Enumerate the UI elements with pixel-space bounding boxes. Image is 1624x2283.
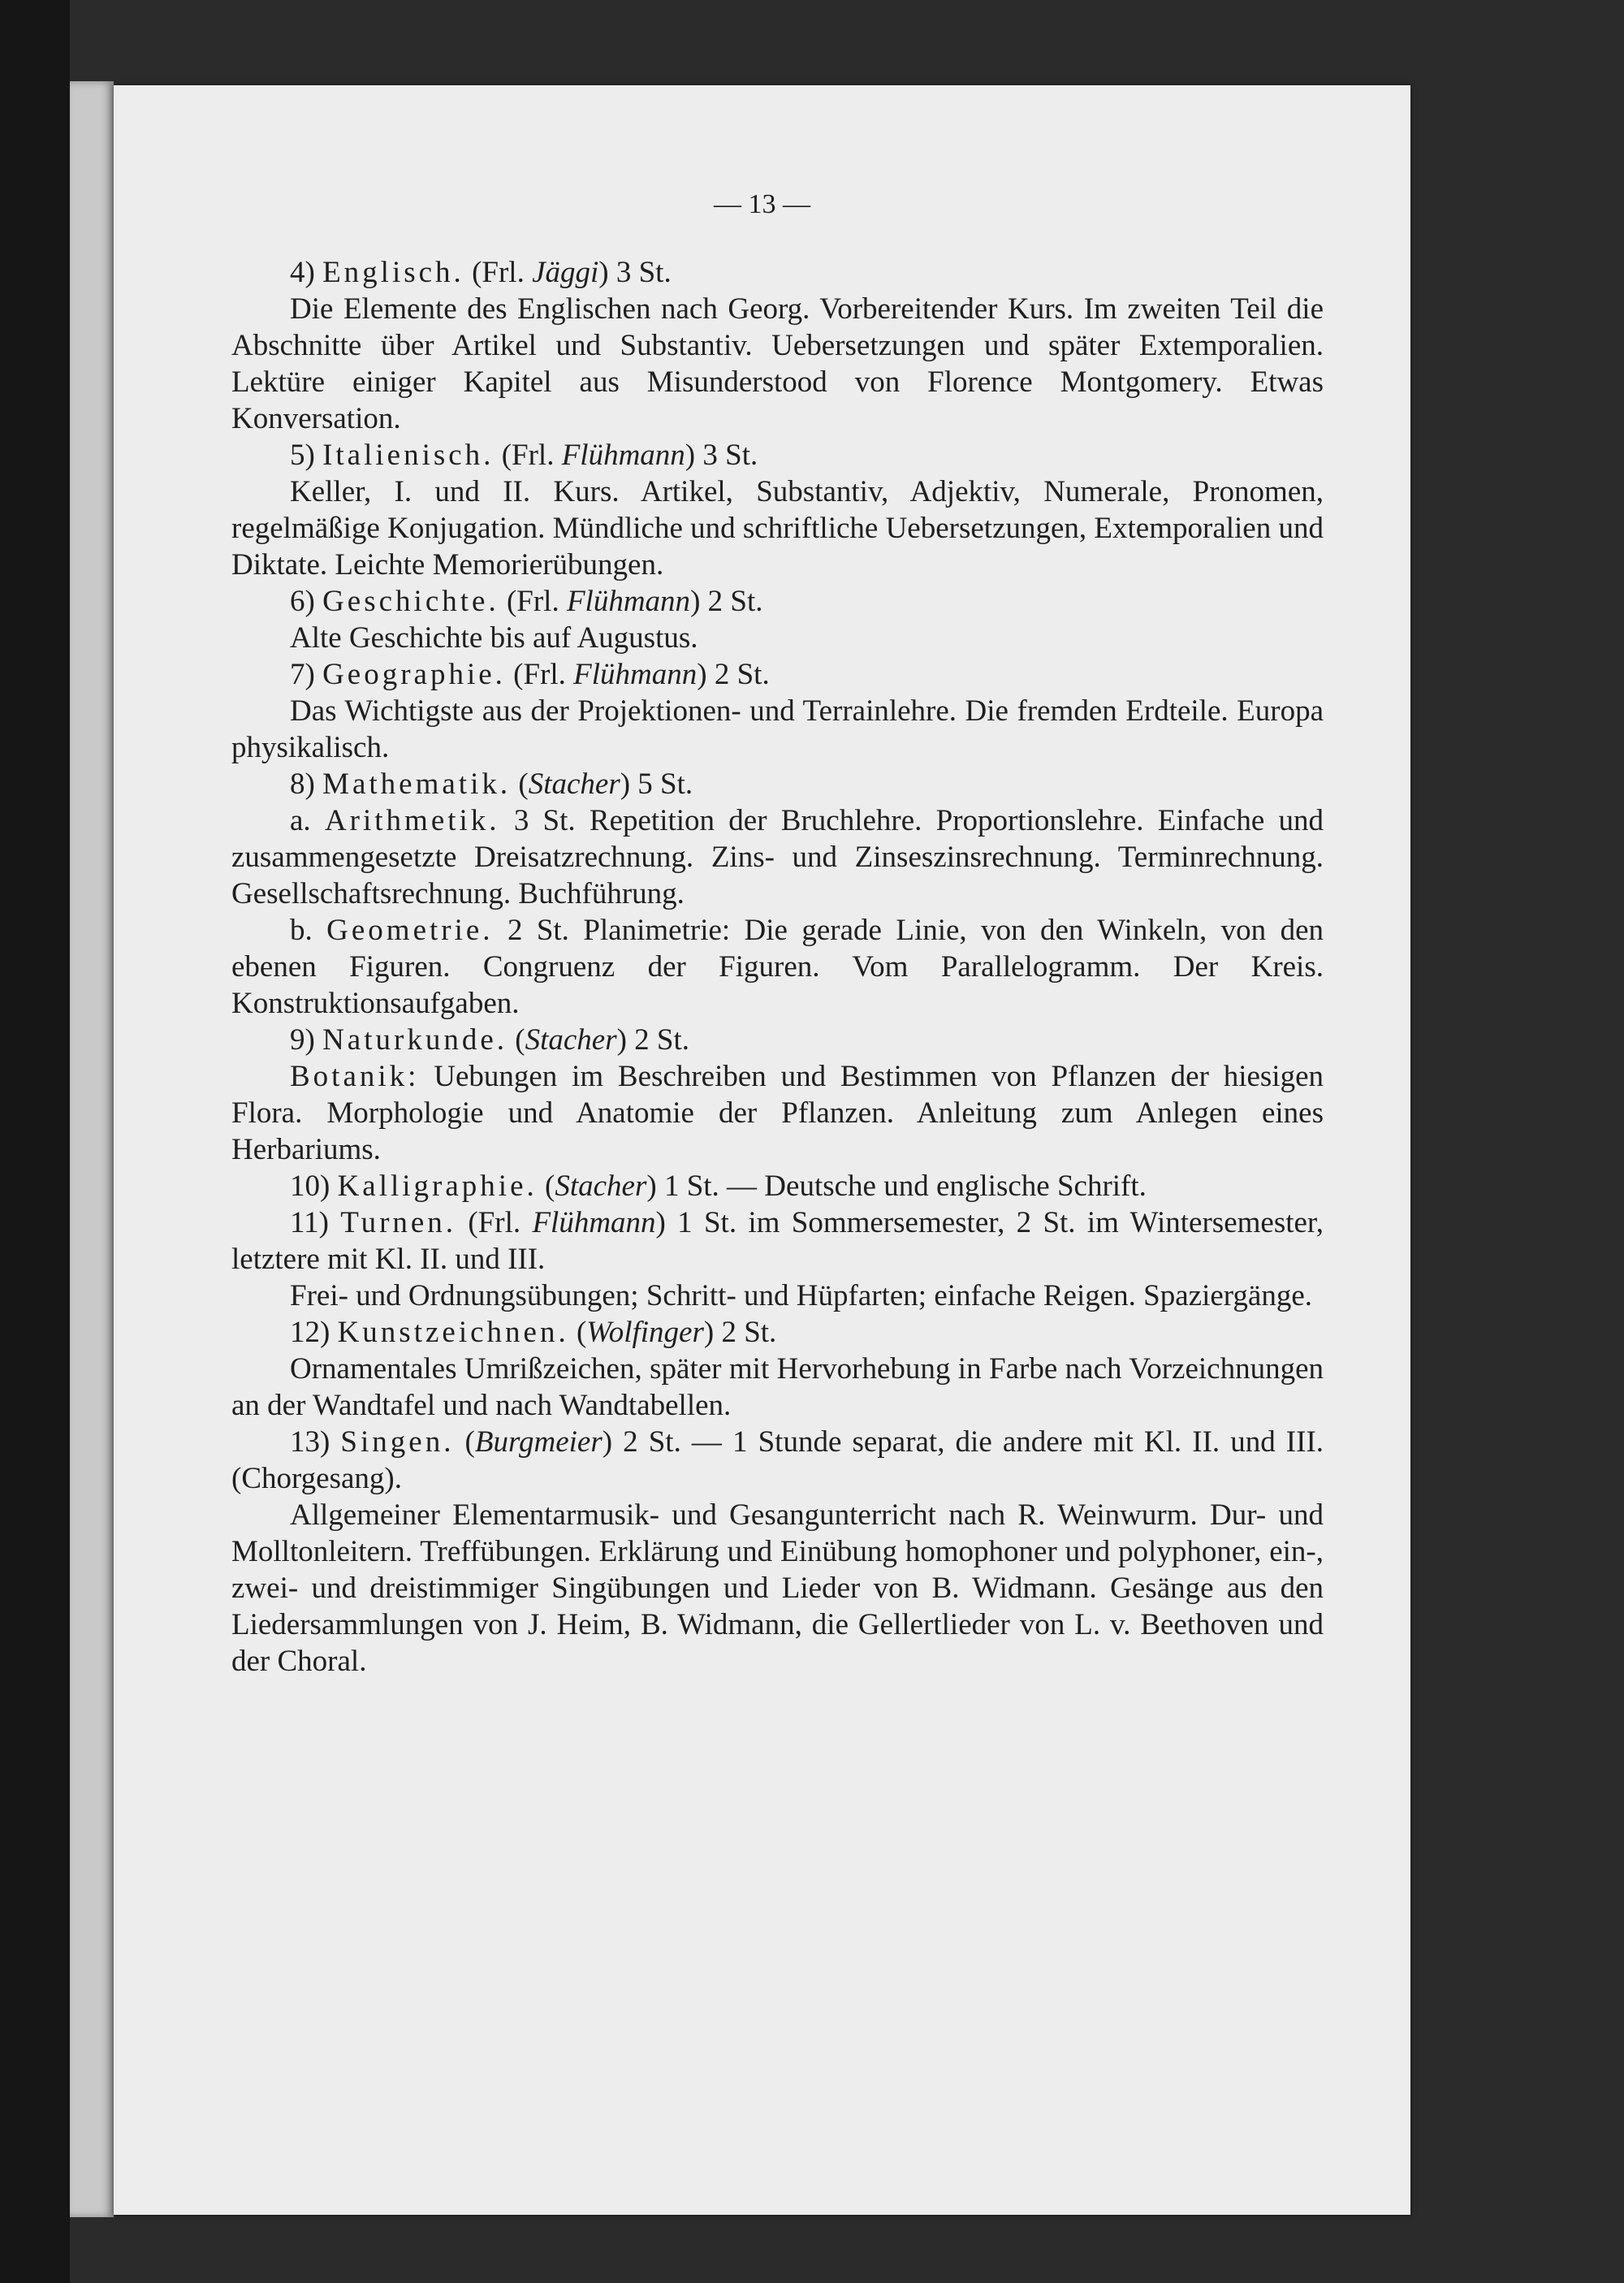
teacher-name: Wolfinger — [586, 1316, 704, 1349]
section-heading — [231, 583, 1324, 620]
section-heading — [231, 766, 1324, 802]
body-paragraph — [231, 473, 1324, 583]
paragraph-text: Keller, I. und II. Kurs. Artikel, Substantiv, Adjektiv, Numerale, Pronomen, regelmäßige Konjugation. Mündliche und schriftliche Uebersetzungen, Extemporalien und Diktate. Leichte Memorierübungen. — [231, 475, 1324, 582]
teacher-name: Burgmeier — [474, 1425, 603, 1459]
subject-name: Turnen. — [340, 1206, 457, 1239]
teacher-prefix: ( — [515, 1023, 525, 1057]
subsection-number: b. — [290, 914, 313, 947]
subject-name: Italienisch. — [322, 439, 495, 472]
section-heading — [231, 1204, 1324, 1278]
body-paragraph — [231, 291, 1324, 437]
scan-dark-margin — [0, 0, 70, 2283]
subject-name: Singen. — [340, 1425, 455, 1459]
body-paragraph — [231, 693, 1324, 766]
subsection-number: a. — [290, 804, 311, 837]
teacher-name: Stacher — [525, 1023, 617, 1057]
paragraph-text: Ornamentales Umrißzeichen, später mit Hervorhebung in Farbe nach Vorzeichnungen an der Wandtafel und nach Wandtabellen. — [231, 1352, 1324, 1422]
section-heading — [231, 1314, 1324, 1351]
section-number: 6) — [290, 585, 315, 618]
teacher-prefix: ( — [464, 1425, 475, 1459]
subject-name: Geschichte. — [322, 585, 499, 618]
teacher-prefix: (Frl. — [468, 1206, 533, 1239]
section-number: 13) — [290, 1425, 330, 1459]
subsection-paragraph — [231, 1058, 1324, 1168]
teacher-prefix: ( — [576, 1316, 587, 1349]
teacher-prefix: (Frl. — [472, 256, 533, 289]
paragraph-text: Allgemeiner Elementarmusik- und Gesangunterricht nach R. Weinwurm. Dur- und Molltonleitern. Treffübungen. Erklärung und Einübung homophoner und polyphoner, ein-, zwei- und dreistimmiger Singübungen und Lieder von B. Widmann. Gesänge aus den Liedersammlungen von J. Heim, B. Widmann, die Gellertlieder von L. v. Beethoven und der Choral. — [231, 1498, 1324, 1678]
teacher-name: Flühmann — [566, 585, 691, 618]
subsection-text: 2 St. Planimetrie: Die gerade Linie, von den Winkeln, von den ebenen Figuren. Congruenz der Figuren. Vom Parallelogramm. Der Kreis. Konstruktionsaufgaben. — [231, 914, 1324, 1020]
facing-page-edge — [70, 81, 114, 2217]
teacher-prefix: ( — [545, 1170, 555, 1203]
subsection-title: Botanik: — [290, 1060, 420, 1093]
section-number: 5) — [290, 439, 315, 472]
section-heading — [231, 437, 1324, 473]
teacher-prefix: (Frl. — [513, 658, 574, 691]
hours-text: ) 2 St. — [616, 1023, 690, 1057]
subsection-title: Geometrie. — [326, 914, 494, 947]
teacher-name: Jäggi — [532, 256, 599, 289]
hours-text: ) 1 St. im Sommersemester, 2 St. im Wintersemester, letztere mit Kl. II. und III. — [231, 1206, 1324, 1276]
teacher-name: Flühmann — [573, 658, 698, 691]
section-heading — [231, 1168, 1324, 1204]
section-heading — [231, 1022, 1324, 1058]
hours-text: ) 3 St. — [685, 439, 758, 472]
body-paragraph — [231, 1278, 1324, 1314]
paragraph-text: Frei- und Ordnungsübungen; Schritt- und Hüpfarten; einfache Reigen. Spaziergänge. — [290, 1279, 1313, 1312]
subject-name: Kalligraphie. — [337, 1170, 538, 1203]
teacher-name: Stacher — [528, 767, 620, 801]
teacher-name: Stacher — [555, 1170, 647, 1203]
body-text — [231, 254, 1324, 1680]
subject-name: Englisch. — [322, 256, 464, 289]
paragraph-text: Alte Geschichte bis auf Augustus. — [290, 621, 698, 655]
subsection-title: Arithmetik. — [324, 804, 500, 837]
subsection-text: Uebungen im Beschreiben und Bestimmen von Pflanzen der hiesigen Flora. Morphologie und Anatomie der Pflanzen. Anleitung zum Anlegen eines Herbariums. — [231, 1060, 1324, 1166]
section-heading — [231, 254, 1324, 291]
hours-text: ) 5 St. — [620, 767, 693, 801]
section-number: 8) — [290, 767, 315, 801]
hours-text: ) 2 St. — [690, 585, 763, 618]
section-number: 9) — [290, 1023, 315, 1057]
teacher-prefix: (Frl. — [506, 585, 567, 618]
page-number: — 13 — — [714, 189, 810, 219]
teacher-prefix: (Frl. — [501, 439, 562, 472]
teacher-name: Flühmann — [532, 1206, 656, 1239]
subsection-text: 3 St. Repetition der Bruchlehre. Proportionslehre. Einfache und zusammengesetzte Dreisatzrechnung. Zins- und Zinseszinsrechnung. Terminrechnung. Gesellschaftsrechnung. Buchführung. — [231, 804, 1324, 910]
paragraph-text: Die Elemente des Englischen nach Georg. Vorbereitender Kurs. Im zweiten Teil die Abschnitte über Artikel und Substantiv. Uebersetzungen und später Extemporalien. Lektüre einiger Kapitel aus Misunderstood von Florence Montgomery. Etwas Konversation. — [231, 292, 1324, 435]
section-number: 10) — [290, 1170, 330, 1203]
section-number: 11) — [290, 1206, 329, 1239]
hours-text: ) 1 St. — Deutsche und englische Schrift. — [646, 1170, 1147, 1203]
paragraph-text: Das Wichtigste aus der Projektionen- und Terrainlehre. Die fremden Erdteile. Europa physikalisch. — [231, 694, 1324, 764]
hours-text: ) 2 St. — 1 Stunde separat, die andere mit Kl. II. und III. (Chorgesang). — [231, 1425, 1324, 1495]
teacher-prefix: ( — [518, 767, 529, 801]
subject-name: Geographie. — [322, 658, 506, 691]
section-heading — [231, 656, 1324, 693]
body-paragraph — [231, 620, 1324, 656]
hours-text: ) 2 St. — [697, 658, 770, 691]
section-number: 12) — [290, 1316, 330, 1349]
hours-text: ) 3 St. — [598, 256, 672, 289]
subject-name: Kunstzeichnen. — [337, 1316, 569, 1349]
subject-name: Naturkunde. — [322, 1023, 508, 1057]
subsection-paragraph — [231, 802, 1324, 912]
subsection-paragraph — [231, 912, 1324, 1022]
body-paragraph — [231, 1351, 1324, 1424]
document-page — [114, 85, 1410, 2215]
section-number: 7) — [290, 658, 315, 691]
hours-text: ) 2 St. — [703, 1316, 777, 1349]
section-number: 4) — [290, 256, 315, 289]
teacher-name: Flühmann — [561, 439, 685, 472]
body-paragraph — [231, 1497, 1324, 1680]
subject-name: Mathematik. — [322, 767, 512, 801]
section-heading — [231, 1424, 1324, 1497]
